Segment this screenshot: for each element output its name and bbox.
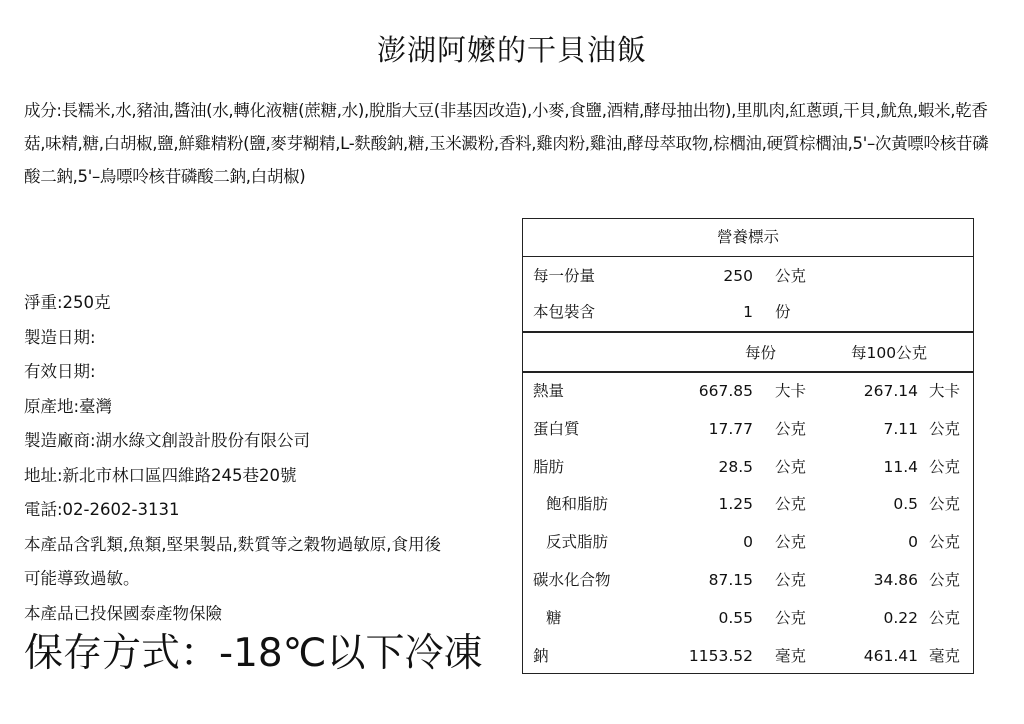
nutrient-label: 飽和脂肪 — [546, 495, 609, 514]
expiry-date: 有效日期: — [24, 362, 96, 381]
per-serving-unit: 公克 — [775, 571, 807, 589]
per-serving-value: 1153.52 — [688, 646, 753, 665]
nutrient-label: 脂肪 — [533, 457, 565, 476]
per-serving-unit: 公克 — [775, 533, 807, 552]
per-serving-unit: 公克 — [775, 457, 807, 476]
per-serving-unit: 公克 — [775, 419, 807, 438]
per-100g-value: 0.22 — [883, 608, 918, 627]
per-100g-unit: 公克 — [929, 571, 961, 589]
column-per-100g: 每100公克 — [851, 344, 928, 362]
allergen-warning-cont: 可能導致過敏。 — [24, 569, 140, 588]
per-100g-value: 267.14 — [863, 382, 918, 400]
nutrient-label: 蛋白質 — [533, 419, 580, 438]
per-100g-unit: 毫克 — [929, 646, 961, 665]
address: 地址:新北市林口區四維路245巷20號 — [24, 465, 297, 485]
allergen-warning: 本產品含乳類,魚類,堅果製品,麩質等之穀物過敏原,食用後 — [24, 534, 441, 554]
nutrient-label: 熱量 — [533, 382, 565, 400]
per-serving-unit: 公克 — [775, 495, 807, 514]
per-serving-value: 667.85 — [698, 382, 753, 400]
servings-per-package-row — [523, 294, 973, 330]
per-serving-value: 87.15 — [708, 571, 753, 589]
per-100g-unit: 大卡 — [929, 382, 961, 400]
nutrition-heading: 營養標示 — [716, 228, 779, 246]
nutrient-row — [523, 562, 973, 598]
per-100g-value: 7.11 — [883, 419, 918, 438]
servings-label: 本包裝含 — [533, 303, 596, 321]
per-100g-unit: 公克 — [929, 533, 961, 552]
nutrition-facts-table — [522, 218, 974, 674]
nutrient-label: 碳水化合物 — [533, 571, 611, 589]
nutrient-row — [523, 486, 973, 522]
servings-value: 1 — [743, 303, 753, 321]
phone: 電話:02-2602-3131 — [24, 500, 180, 519]
per-serving-unit: 大卡 — [775, 382, 807, 400]
per-100g-unit: 公克 — [929, 457, 961, 476]
per-serving-value: 28.5 — [718, 457, 753, 476]
per-serving-value: 1.25 — [718, 495, 753, 514]
per-100g-value: 0.5 — [893, 495, 918, 514]
per-serving-value: 0.55 — [718, 608, 753, 627]
serving-size-row — [523, 258, 973, 294]
nutrient-row — [523, 411, 973, 447]
per-serving-unit: 毫克 — [775, 646, 807, 665]
per-serving-value: 17.77 — [708, 419, 753, 438]
divider — [523, 331, 973, 333]
per-100g-value: 34.86 — [873, 571, 918, 589]
per-100g-unit: 公克 — [929, 419, 961, 438]
divider — [523, 256, 973, 257]
manufacturer: 製造廠商:湖水綠文創設計股份有限公司 — [24, 431, 311, 450]
product-title: 澎湖阿嬤的干貝油飯 — [376, 33, 647, 67]
per-100g-value: 11.4 — [883, 457, 918, 476]
storage-instructions: 保存方式：-18℃以下冷凍 — [24, 631, 483, 676]
nutrient-label: 反式脂肪 — [546, 533, 609, 552]
net-weight: 淨重:250克 — [24, 293, 111, 312]
insurance-note: 本產品已投保國泰產物保險 — [24, 603, 222, 623]
per-serving-value: 0 — [743, 533, 753, 552]
ingredients-text: 成分:長糯米,水,豬油,醬油(水,轉化液糖(蔗糖,水),脫脂大豆(非基因改造),小麥,食鹽,酒精,酵母抽出物),里肌肉,紅蔥頭,干貝,魷魚,蝦米,乾香菇,味精,糖,白胡椒,鹽,鮮雞精粉(鹽,麥芽糊精,L-麩酸鈉,糖,玉米澱粉,香料,雞肉粉,雞油,酵母萃取物,棕櫚油,硬質棕櫚油,5'–次黃嘌呤核苷磷酸二鈉,5'–鳥嘌呤核苷磷酸二鈉,白胡椒) — [24, 101, 989, 186]
serving-size-unit: 公克 — [775, 267, 807, 285]
per-100g-value: 0 — [908, 533, 918, 552]
nutrient-label: 糖 — [546, 608, 562, 627]
per-100g-unit: 公克 — [929, 608, 961, 627]
nutrient-row — [523, 600, 973, 636]
per-100g-unit: 公克 — [929, 495, 961, 514]
column-headers — [523, 335, 973, 371]
nutrient-label: 鈉 — [533, 646, 549, 665]
nutrient-row — [523, 449, 973, 485]
servings-unit: 份 — [775, 303, 791, 321]
origin: 原產地:臺灣 — [24, 396, 113, 416]
product-info — [24, 286, 514, 631]
manufacture-date: 製造日期: — [24, 327, 96, 347]
per-serving-unit: 公克 — [775, 608, 807, 627]
nutrient-row — [523, 373, 973, 409]
nutrient-row — [523, 524, 973, 560]
serving-size-value: 250 — [723, 267, 753, 285]
serving-size-label: 每一份量 — [533, 267, 596, 285]
per-100g-value: 461.41 — [863, 646, 918, 665]
column-per-serving: 每份 — [745, 344, 777, 362]
nutrient-row — [523, 638, 973, 674]
